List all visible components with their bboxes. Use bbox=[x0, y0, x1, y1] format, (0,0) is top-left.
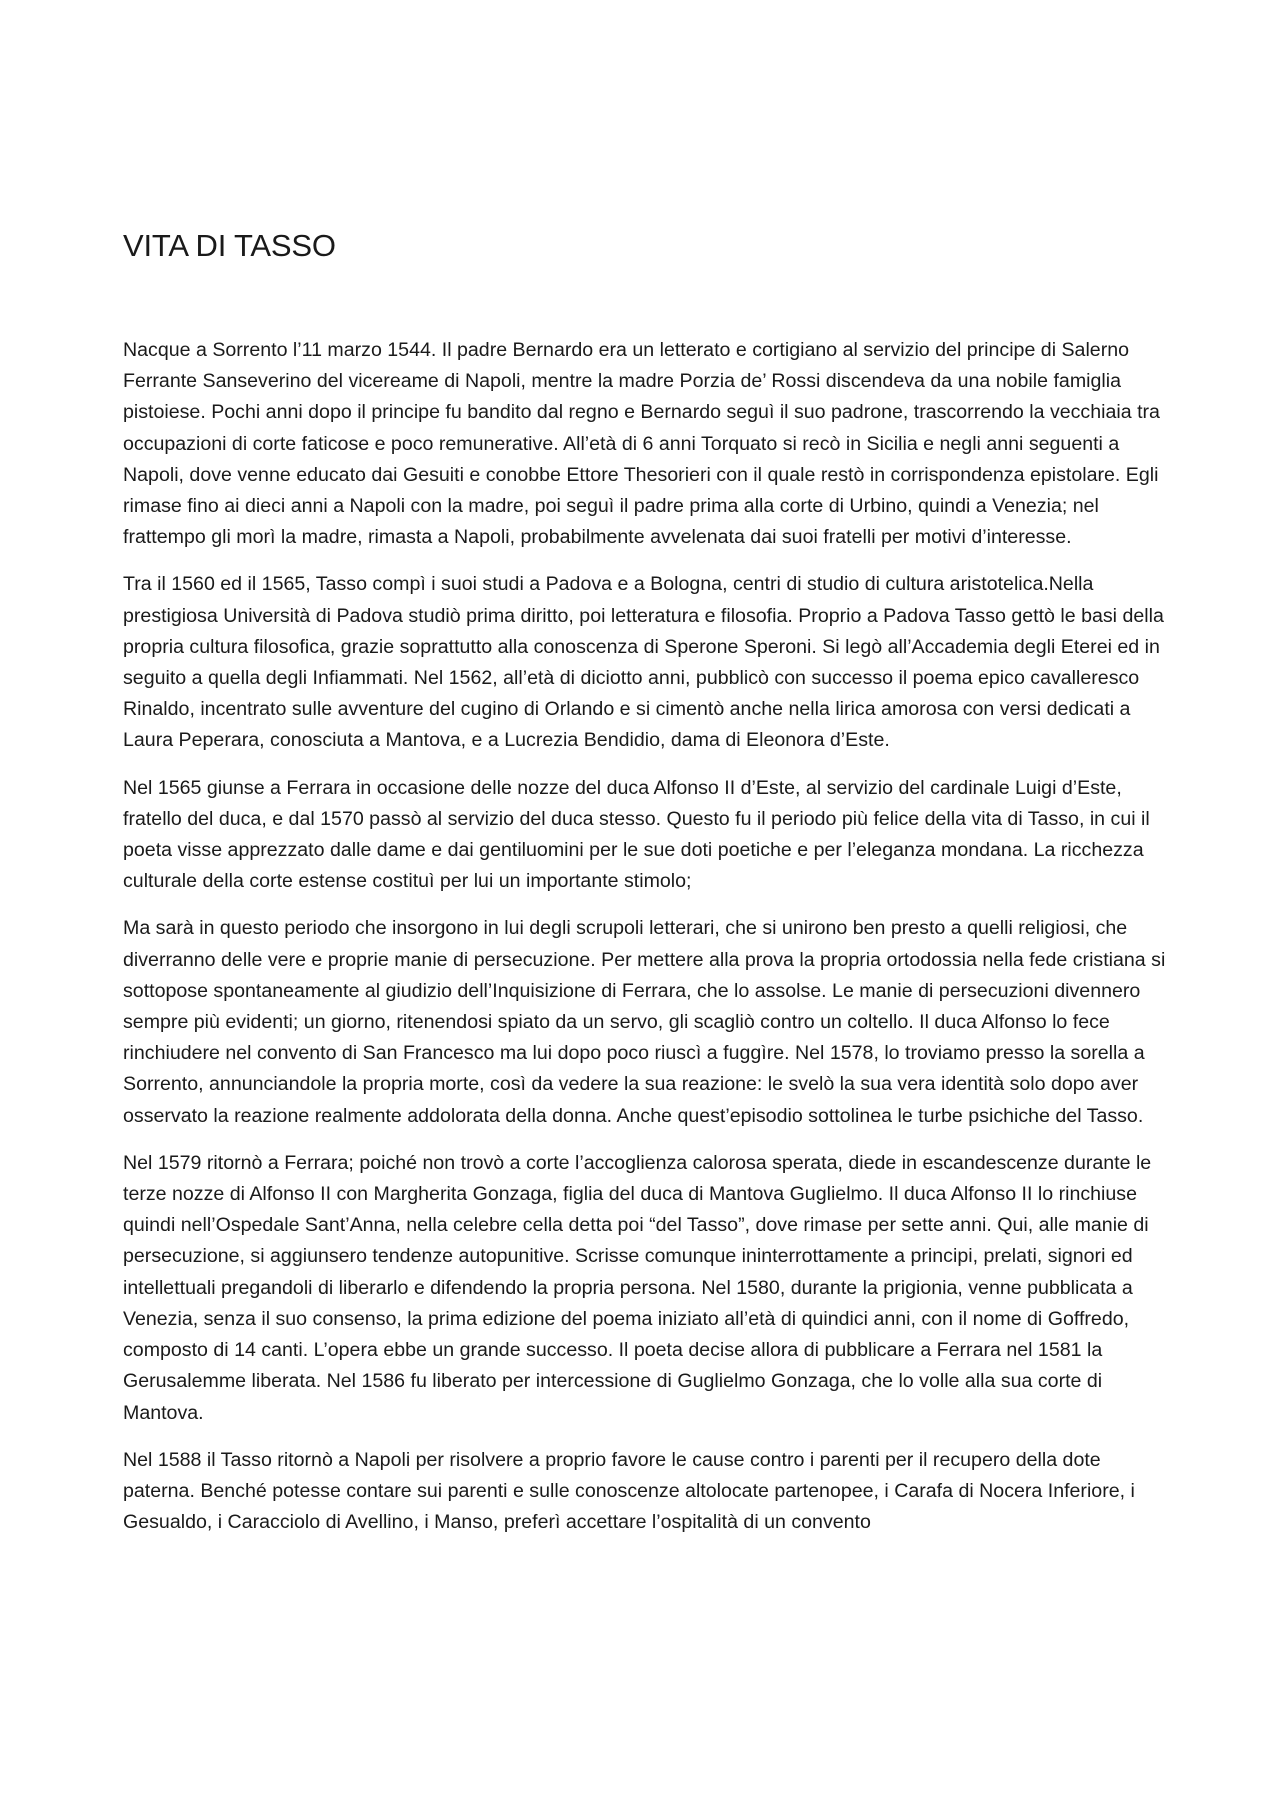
paragraph-4: Ma sarà in questo periodo che insorgono in lui degli scrupoli letterari, che si unirono ben presto a quelli religiosi, che diverranno delle vere e proprie manie di persecuzione. Per mettere alla prova la propria ortodossia nella fede cristiana si sottopose spontaneamente al giudizio dell’Inquisizione di Ferrara, che lo assolse. Le manie di persecuzioni divennero sempre più evidenti; un giorno, ritenendosi spiato da un servo, gli scagliò contro un coltello. Il duca Alfonso lo fece rinchiudere nel convento di San Francesco ma lui dopo poco riuscì a fuggìre. Nel 1578, lo troviamo presso la sorella a Sorrento, annunciandole la propria morte, così da vedere la sua reazione: le svelò la sua vera identità solo dopo aver osservato la reazione realmente addolorata della donna. Anche quest’episodio sottolinea le turbe psichiche del Tasso. bbox=[123, 917, 1166, 1127]
paragraph-2: Tra il 1560 ed il 1565, Tasso compì i suoi studi a Padova e a Bologna, centri di studio di cultura aristotelica.Nella prestigiosa Università di Padova studiò prima diritto, poi letteratura e filosofia. Proprio a Padova Tasso gettò le basi della propria cultura filosofica, grazie soprattutto alla conoscenza di Sperone Speroni. Si legò all’Accademia degli Eterei ed in seguito a quella degli Infiammati. Nel 1562, all’età di diciotto anni, pubblicò con successo il poema epico cavalleresco Rinaldo, incentrato sulle avventure del cugino di Orlando e si cimentò anche nella lirica amorosa con versi dedicati a Laura Peperara, conosciuta a Mantova, e a Lucrezia Bendidio, dama di Eleonora d’Este. bbox=[123, 573, 1164, 752]
paragraph-1: Nacque a Sorrento l’11 marzo 1544. Il padre Bernardo era un letterato e cortigiano al servizio del principe di Salerno Ferrante Sanseverino del vicereame di Napoli, mentre la madre Porzia de’ Rossi discendeva da una nobile famiglia pistoiese. Pochi anni dopo il principe fu bandito dal regno e Bernardo seguì il suo padrone, trascorrendo la vecchiaia tra occupazioni di corte faticose e poco remunerative. All’età di 6 anni Torquato si recò in Sicilia e negli anni seguenti a Napoli, dove venne educato dai Gesuiti e conobbe Ettore Thesorieri con il quale restò in corrispondenza epistolare. Egli rimase fino ai dieci anni a Napoli con la madre, poi seguì il padre prima alla corte di Urbino, quindi a Venezia; nel frattempo gli morì la madre, rimasta a Napoli, probabilmente avvelenata dai suoi fratelli per motivi d’interesse. bbox=[123, 339, 1160, 549]
document-title: VITA DI TASSO bbox=[123, 228, 336, 263]
paragraph-3: Nel 1565 giunse a Ferrara in occasione delle nozze del duca Alfonso II d’Este, al servizio del cardinale Luigi d’Este, fratello del duca, e dal 1570 passò al servizio del duca stesso. Questo fu il periodo più felice della vita di Tasso, in cui il poeta visse apprezzato dalle dame e dai gentiluomini per le sue doti poetiche e per l’eleganza mondana. La ricchezza culturale della corte estense costituì per lui un importante stimolo; bbox=[123, 776, 1150, 893]
document-body bbox=[123, 335, 1168, 1554]
paragraph-6: Nel 1588 il Tasso ritornò a Napoli per risolvere a proprio favore le cause contro i parenti per il recupero della dote paterna. Benché potesse contare sui parenti e sulle conoscenze altolocate partenopee, i Carafa di Nocera Inferiore, i Gesualdo, i Caracciolo di Avellino, i Manso, preferì accettare l’ospitalità di un convento bbox=[123, 1448, 1135, 1534]
paragraph-5: Nel 1579 ritornò a Ferrara; poiché non trovò a corte l’accoglienza calorosa sperata, diede in escandescenze durante le terze nozze di Alfonso II con Margherita Gonzaga, figlia del duca di Mantova Guglielmo. Il duca Alfonso II lo rinchiuse quindi nell’Ospedale Sant’Anna, nella celebre cella detta poi “del Tasso”, dove rimase per sette anni. Qui, alle manie di persecuzione, si aggiunsero tendenze autopunitive. Scrisse comunque ininterrottamente a principi, prelati, signori ed intellettuali pregandoli di liberarlo e difendendo la propria persona. Nel 1580, durante la prigionia, venne pubblicata a Venezia, senza il suo consenso, la prima edizione del poema iniziato all’età di quindici anni, con il nome di Goffredo, composto di 14 canti. L’opera ebbe un grande successo. Il poeta decise allora di pubblicare a Ferrara nel 1581 la Gerusalemme liberata. Nel 1586 fu liberato per intercessione di Guglielmo Gonzaga, che lo volle alla sua corte di Mantova. bbox=[123, 1151, 1152, 1424]
